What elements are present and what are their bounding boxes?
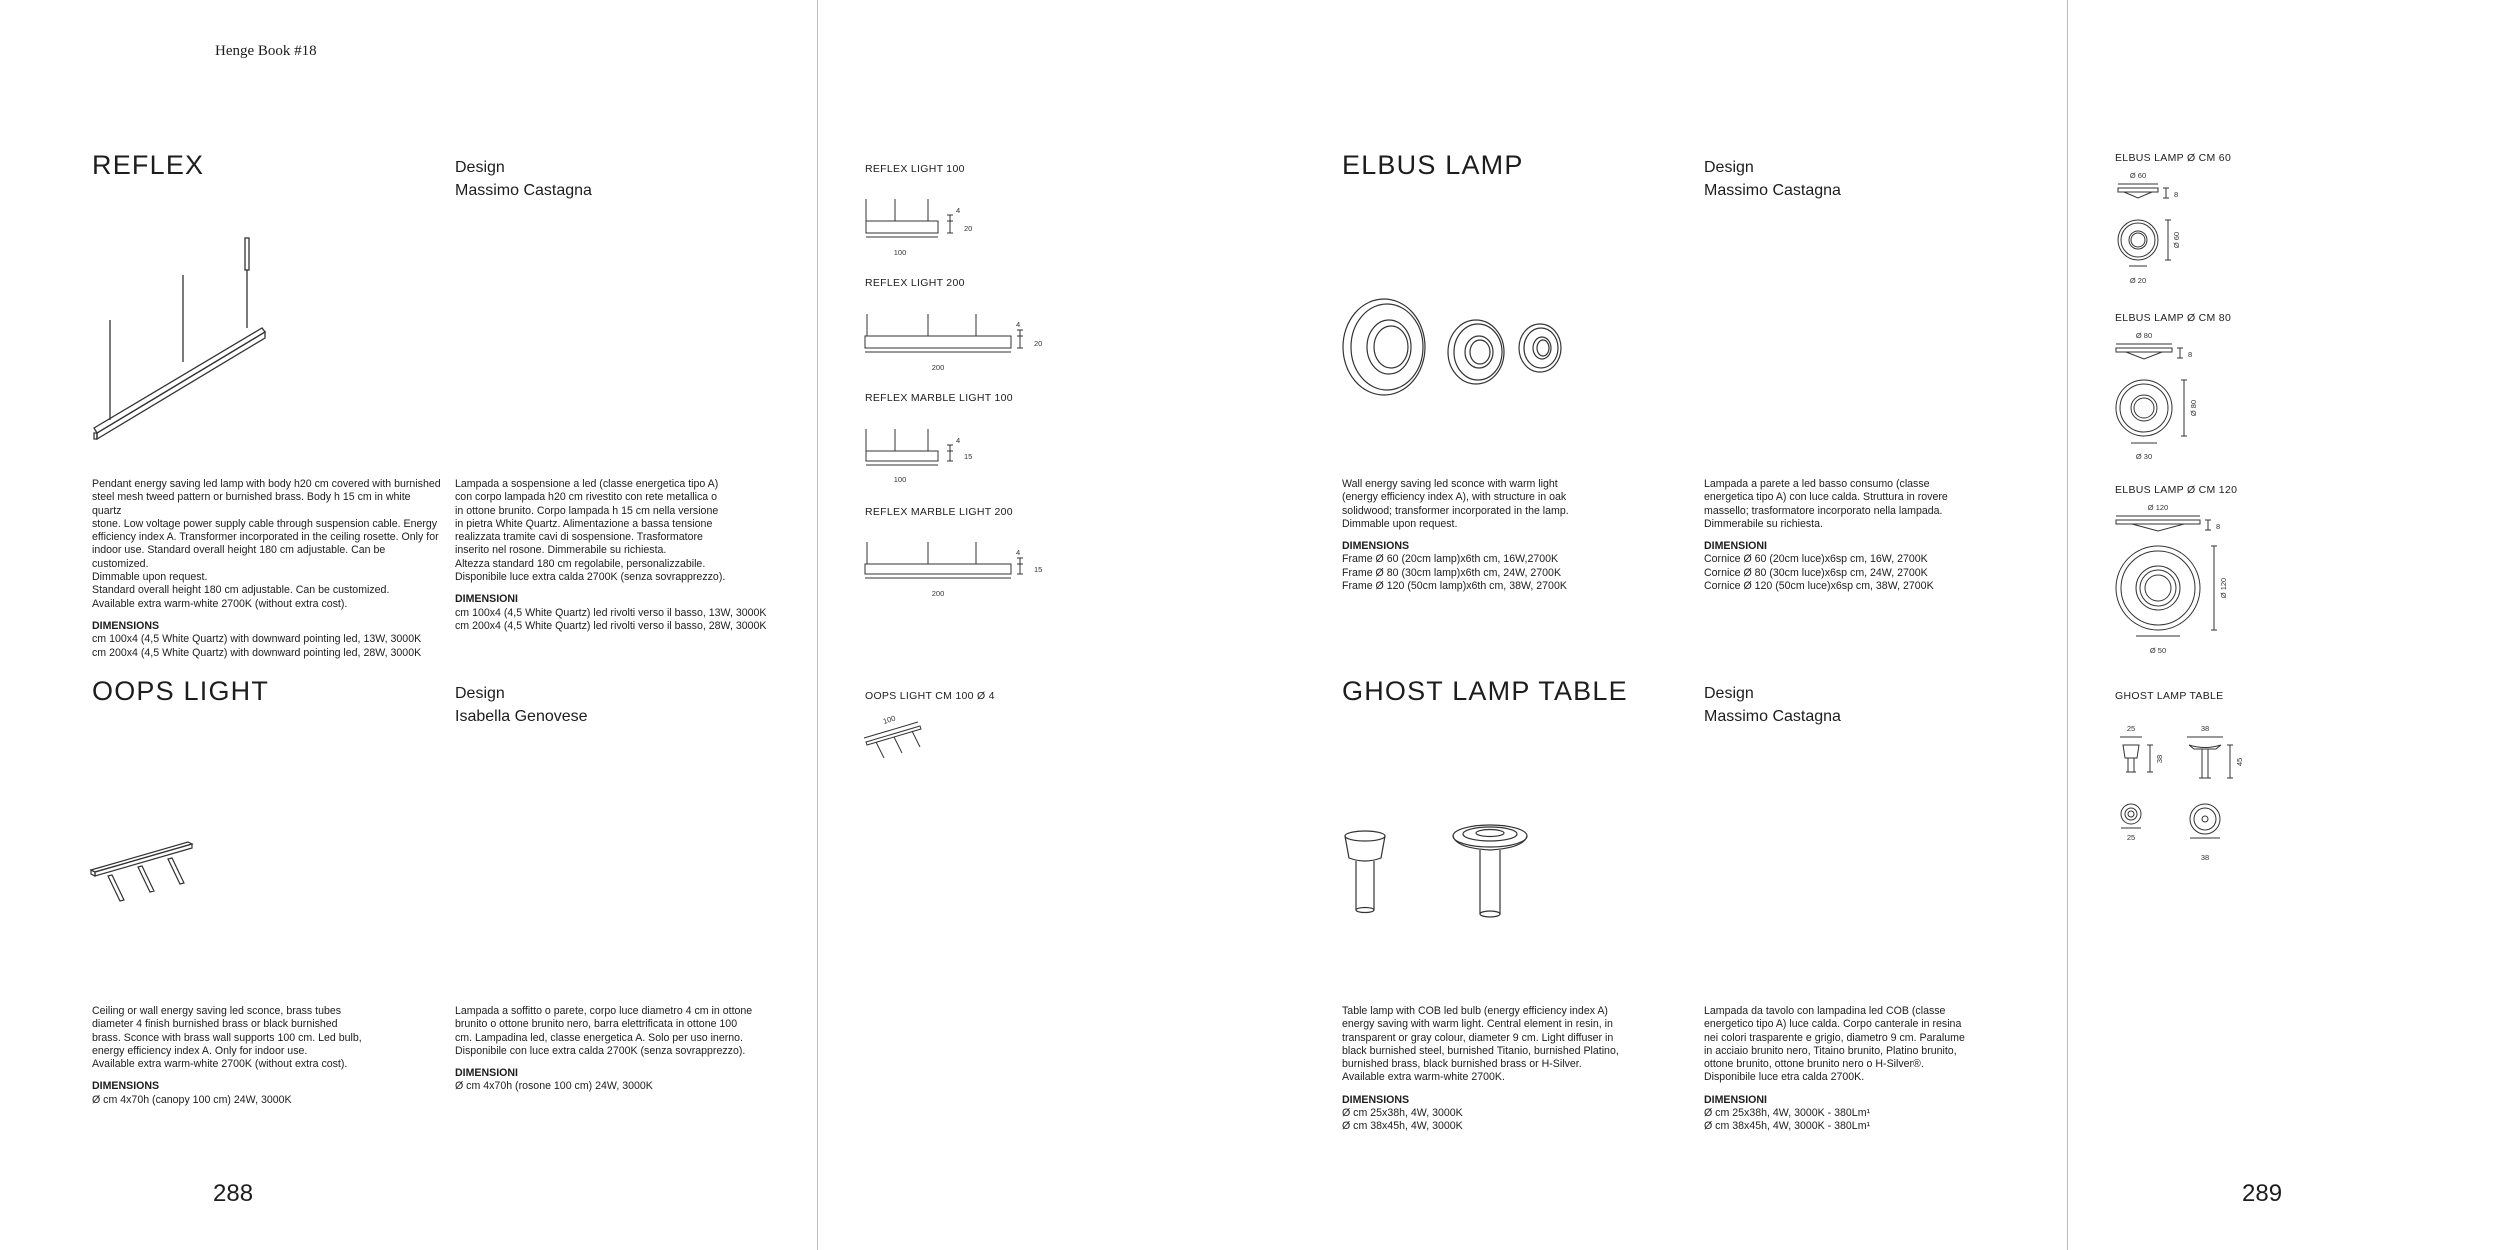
width-label: 200 — [931, 363, 945, 372]
drawing-label-reflex-marble-100: REFLEX MARBLE LIGHT 100 — [865, 392, 1013, 404]
book-header: Henge Book #18 — [215, 43, 317, 59]
dimensions-heading: DIMENSIONS — [1342, 540, 1410, 553]
depth-dimension: 8 — [2188, 350, 2193, 359]
drawing-label-elbus-80: ELBUS LAMP Ø CM 80 — [2115, 312, 2232, 324]
body-text: Lampada a sospensione a led (classe energetica tipo A) con corpo lampada h20 cm rivestito con rete metallica o in ottone brunito. Corpo lampada h 15 cm nella versione in pietra White Quartz. Alimentazione a bassa tensione realizzata tramite cavi di sospensione. Trasformatore inserito nel rosone. Dimmerabile su richiesta. Altezza standard 180 cm regolabile, personalizzabile. Disponibile luce extra calda 2700K (senza sovrapprezzo). — [455, 478, 726, 584]
width-label: 100 — [893, 475, 907, 484]
dimension-line: Cornice Ø 120 (50cm luce)x6sp cm, 38W, 2700K — [1704, 580, 1934, 593]
drawing-label-oops: OOPS LIGHT CM 100 Ø 4 — [865, 690, 995, 702]
drawing-label-reflex-100: REFLEX LIGHT 100 — [865, 163, 965, 175]
depth-dimension: 8 — [2174, 190, 2179, 199]
side-dimension: Ø 120 — [2219, 577, 2228, 599]
dimensions-heading: DIMENSIONS — [92, 619, 160, 632]
dimensions-heading: DIMENSIONI — [455, 1067, 518, 1080]
elbus-120-drawing — [2110, 500, 2260, 660]
reflex-light-100-drawing — [860, 195, 980, 265]
side-dimension: Ø 60 — [2172, 231, 2181, 249]
elbus-it-description — [1704, 478, 2044, 593]
width-label: 200 — [931, 589, 945, 598]
dimension-line: Cornice Ø 60 (20cm luce)x6sp cm, 16W, 2700K — [1704, 553, 1928, 566]
width-label: 100 — [893, 248, 907, 257]
height-small: 38 — [2155, 754, 2164, 764]
dimension-line: cm 100x4 (4,5 White Quartz) with downward pointing led, 13W, 3000K — [92, 633, 422, 646]
height-label: 4 — [1016, 320, 1021, 329]
height-label: 15 — [1034, 565, 1043, 574]
body-text: Lampada a soffitto o parete, corpo luce diametro 4 cm in ottone brunito o ottone brunito nero, barra elettrificata in ottone 100 cm. Lampadina led, classe energetica A. Solo per uso inerno. Disponibile con luce extra calda 2700K (senza sovrapprezzo). — [455, 1005, 753, 1057]
base-small: 25 — [2126, 833, 2136, 842]
width-label: 100 — [881, 713, 897, 726]
reflex-lamp-illustration — [80, 230, 280, 450]
reflex-marble-100-drawing — [860, 425, 980, 495]
design-label: Design — [1704, 685, 1754, 702]
product-title-elbus: ELBUS LAMP — [1342, 150, 1524, 180]
drawing-label-elbus-60: ELBUS LAMP Ø CM 60 — [2115, 152, 2232, 164]
ghost-en-description — [1342, 1005, 1682, 1134]
drawing-label-reflex-200: REFLEX LIGHT 200 — [865, 277, 965, 289]
product-title-oops: OOPS LIGHT — [92, 676, 270, 706]
body-text: Pendant energy saving led lamp with body h20 cm covered with burnished steel mesh tweed pattern or burnished brass. Body h 15 cm in white quartz stone. Low voltage power supply cable through suspension cable. Energy efficiency index A. Transformer incorporated in the ceiling rosette. Only for indoor use. Standard overall height 180 cm adjustable. Can be customized. Dimmable upon request. Standard overall height 180 cm adjustable. Can be customized. Available extra warm-white 2700K (without extra cost). — [92, 478, 441, 610]
dimensions-heading: DIMENSIONI — [1704, 540, 1767, 553]
base-large: 38 — [2200, 853, 2210, 862]
reflex-marble-200-drawing — [860, 538, 1060, 608]
dimension-line: Frame Ø 80 (30cm lamp)x6th cm, 24W, 2700K — [1342, 566, 1562, 579]
reflex-light-200-drawing — [860, 310, 1060, 380]
product-title-reflex: REFLEX — [92, 150, 205, 180]
product-title-ghost: GHOST LAMP TABLE — [1342, 676, 1628, 706]
body-text: Table lamp with COB led bulb (energy efficiency index A) energy saving with warm light. Central element in resin, in transparent or gray colour, diameter 9 cm. Light diffuser in black burnished steel, burnished Titanio, burnished Platino, burnished brass, black burnished brass or H-Silver. Available extra warm-white 2700K. — [1342, 1005, 1619, 1084]
elbus-lamps-illustration — [1336, 290, 1576, 410]
body-text: Wall energy saving led sconce with warm light (energy efficiency index A), with structure in oak solidwood; transformer incorporated in the lamp. Dimmable upon request. — [1342, 478, 1569, 530]
dimension-line: Cornice Ø 80 (30cm luce)x6sp cm, 24W, 2700K — [1704, 566, 1928, 579]
height-label: 4 — [1016, 548, 1021, 557]
bottom-dimension: Ø 20 — [2129, 276, 2147, 285]
top-dimension: Ø 80 — [2135, 331, 2153, 340]
dimension-line: cm 200x4 (4,5 White Quartz) with downward pointing led, 28W, 3000K — [92, 646, 422, 659]
top-dimension: Ø 60 — [2129, 171, 2147, 180]
designer-name: Isabella Genovese — [455, 708, 588, 725]
side-dimension: Ø 80 — [2189, 399, 2198, 417]
drawing-label-ghost: GHOST LAMP TABLE — [2115, 690, 2224, 702]
body-text: Lampada a parete a led basso consumo (classe energetica tipo A) con luce calda. Struttura in rovere massello; trasformatore incorporato nella lampada. Dimmerabile su richiesta. — [1704, 478, 1948, 530]
page-number-left: 288 — [213, 1180, 254, 1207]
dimension-line: Frame Ø 120 (50cm lamp)x6th cm, 38W, 2700K — [1342, 580, 1567, 593]
designer-name: Massimo Castagna — [455, 182, 592, 199]
height-label: 4 — [956, 436, 961, 445]
height-large: 45 — [2235, 757, 2244, 767]
ghost-table-drawing — [2110, 712, 2260, 872]
dimension-line: Ø cm 38x45h, 4W, 3000K — [1342, 1120, 1463, 1133]
dimension-line: Ø cm 25x38h, 4W, 3000K - 380Lm¹ — [1704, 1107, 1871, 1120]
body-text: Ceiling or wall energy saving led sconce, brass tubes diameter 4 finish burnished brass or black burnished brass. Sconce with brass wall supports 100 cm. Led bulb, energy efficiency index A. Only for indoor use. Available extra warm-white 2700K (without extra cost). — [92, 1005, 362, 1071]
width-large: 38 — [2200, 724, 2210, 733]
design-label: Design — [455, 685, 505, 702]
bottom-dimension: Ø 30 — [2135, 452, 2153, 461]
ghost-it-description — [1704, 1005, 2044, 1134]
designer-block-elbus — [1704, 156, 1841, 202]
designer-block-oops — [455, 682, 588, 728]
ghost-lamps-illustration — [1336, 818, 1536, 928]
elbus-en-description — [1342, 478, 1682, 593]
design-label: Design — [1704, 159, 1754, 176]
page-gutter-right — [2067, 0, 2068, 1250]
depth-dimension: 8 — [2216, 522, 2221, 531]
top-dimension: Ø 120 — [2147, 503, 2169, 512]
height-label: 15 — [964, 452, 973, 461]
drawing-label-elbus-120: ELBUS LAMP Ø CM 120 — [2115, 484, 2238, 496]
height-label: 4 — [956, 206, 961, 215]
dimension-line: Ø cm 25x38h, 4W, 3000K — [1342, 1107, 1463, 1120]
dimensions-heading: DIMENSIONS — [1342, 1093, 1410, 1106]
page-number-right: 289 — [2242, 1180, 2283, 1207]
designer-name: Massimo Castagna — [1704, 182, 1841, 199]
reflex-it-description — [455, 478, 805, 633]
bottom-dimension: Ø 50 — [2149, 646, 2167, 655]
designer-block-ghost — [1704, 682, 1841, 728]
page-gutter-left — [817, 0, 818, 1250]
body-text: Lampada da tavolo con lampadina led COB (classe energetico tipo A) luce calda. Corpo canterale in resina nei colori trasparente e grigio, diametro 9 cm. Paralume in acciaio brunito nero, Titaino brunito, Platino brunito, ottone brunito, ottone brunito nero o H-Silver®. Disponibile luce etra calda 2700K. — [1704, 1005, 1965, 1084]
designer-block-reflex — [455, 156, 592, 202]
dimension-line: Ø cm 38x45h, 4W, 3000K - 380Lm¹ — [1704, 1120, 1871, 1133]
oops-it-description — [455, 1005, 795, 1094]
dimension-line: Ø cm 4x70h (rosone 100 cm) 24W, 3000K — [455, 1080, 653, 1093]
elbus-80-drawing — [2110, 328, 2230, 468]
dimensions-heading: DIMENSIONI — [1704, 1093, 1767, 1106]
oops-lamp-illustration — [88, 838, 208, 918]
oops-light-drawing — [862, 713, 942, 766]
reflex-en-description — [92, 478, 442, 660]
dimension-line: Ø cm 4x70h (canopy 100 cm) 24W, 3000K — [92, 1093, 292, 1106]
elbus-60-drawing — [2110, 168, 2220, 288]
width-small: 25 — [2126, 724, 2136, 733]
dimensions-heading: DIMENSIONS — [92, 1080, 160, 1093]
oops-en-description — [92, 1005, 432, 1107]
dimensions-heading: DIMENSIONI — [455, 593, 518, 606]
dimension-line: cm 100x4 (4,5 White Quartz) led rivolti verso il basso, 13W, 3000K — [455, 606, 767, 619]
drawing-label-reflex-marble-200: REFLEX MARBLE LIGHT 200 — [865, 506, 1013, 518]
height-label: 20 — [1034, 339, 1043, 348]
height-label: 20 — [964, 224, 973, 233]
design-label: Design — [455, 159, 505, 176]
dimension-line: Frame Ø 60 (20cm lamp)x6th cm, 16W,2700K — [1342, 553, 1559, 566]
designer-name: Massimo Castagna — [1704, 708, 1841, 725]
dimension-line: cm 200x4 (4,5 White Quartz) led rivolti verso il basso, 28W, 3000K — [455, 619, 767, 632]
